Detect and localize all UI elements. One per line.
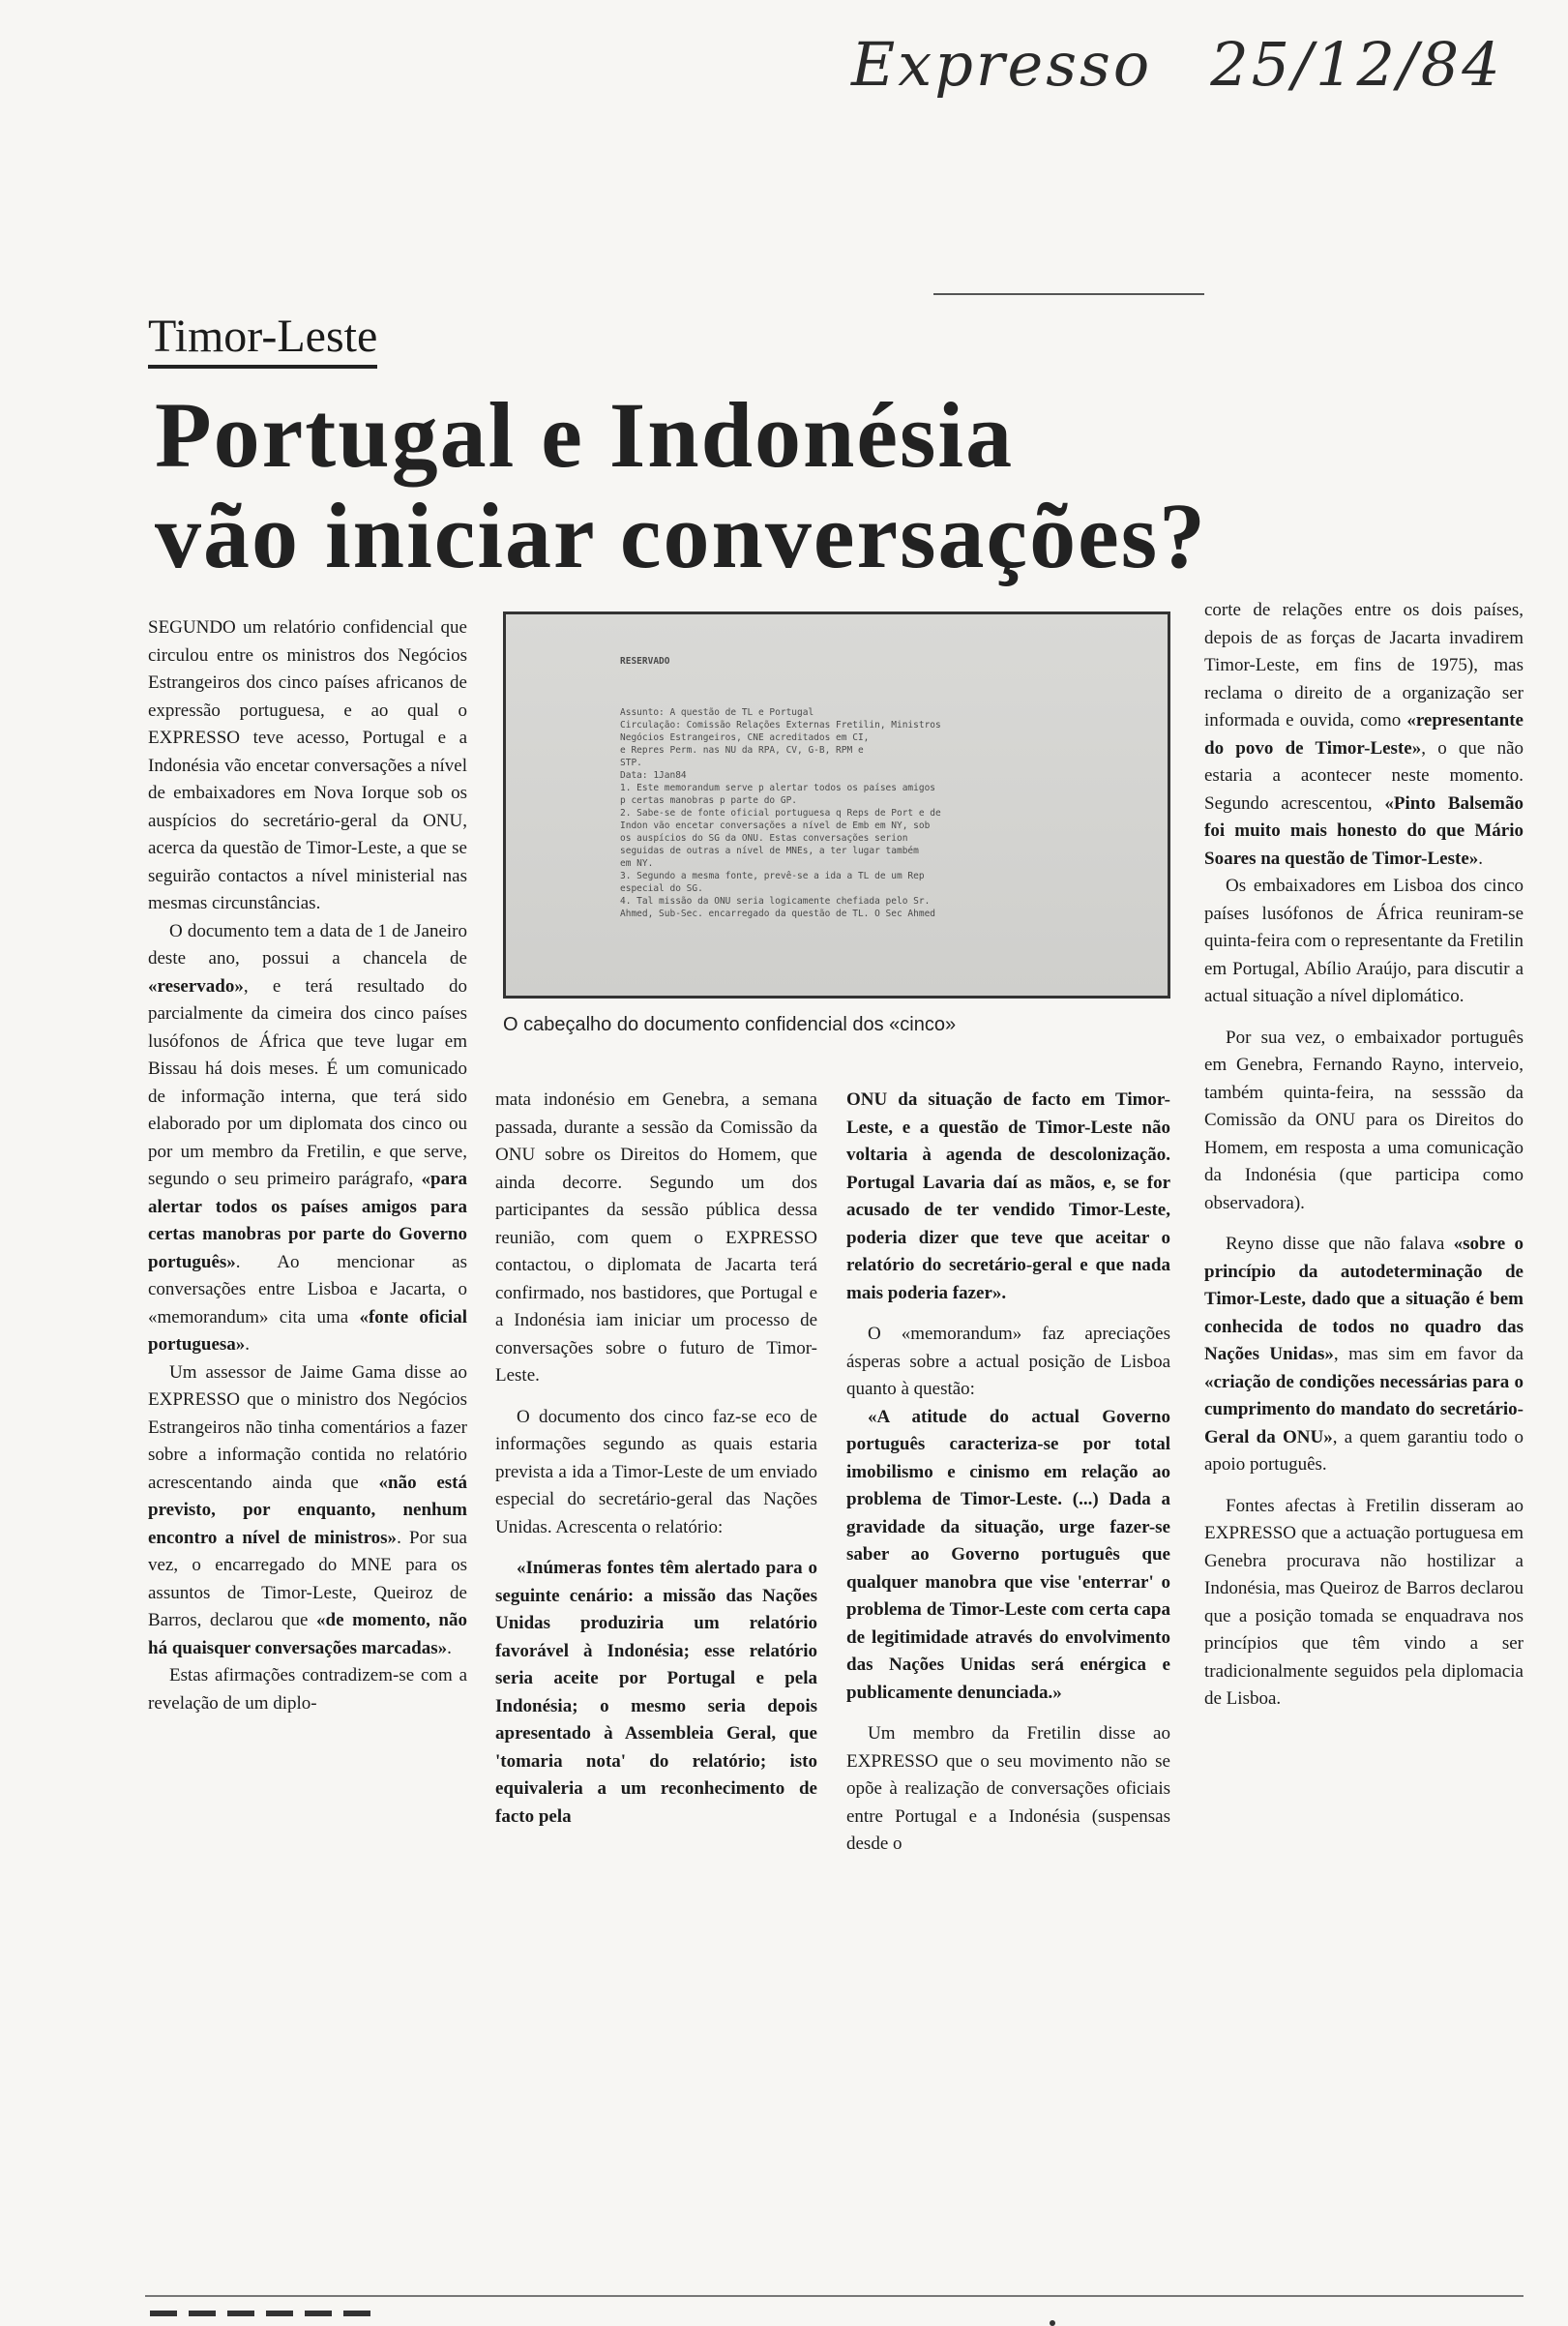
photo-line: STP. (620, 758, 642, 768)
photo-line: Indon vão encetar conversações a nível de Emb em NY, sob (620, 820, 931, 831)
paragraph: O documento dos cinco faz-se eco de informações segundo as quais estaria prevista a ida a Timor-Leste de um enviado especial do secretário-geral das Nações Unidas. Acrescenta o relatório: (495, 1406, 817, 1537)
paragraph: Os embaixadores em Lisboa dos cinco países lusófonos de África reuniram-se quinta-feira com o representante da Fretilin em Portugal, Abílio Araújo, para discutir a actual situação a nível diplomático. (1204, 876, 1524, 1006)
photo-line: e Repres Perm. nas NU da RPA, CV, G-B, RPM e (620, 745, 864, 756)
article-headline (155, 385, 1238, 585)
photo-caption: O cabeçalho do documento confidencial dos «cinco» (503, 1014, 957, 1035)
photo-line: seguidas de outras a nível de MNEs, a ter lugar também (620, 846, 919, 856)
paragraph: mata indonésio em Genebra, a semana passada, durante a sessão da Comissão da ONU sobre os Direitos do Homem, que ainda decorre. Segundo um dos participantes da sessão pública dessa reunião, com quem o EXPRESSO contactou, o diplomata de Jacarta terá confirmado, nos bastidores, que Portugal e a Indonésia iam iniciar um processo de conversações sobre o futuro de Timor-Leste. (495, 1089, 817, 1386)
photo-line: Ahmed, Sub-Sec. encarregado da questão de TL. O Sec Ahmed (620, 909, 936, 919)
handwritten-publication: Expresso (851, 29, 1153, 100)
paragraph: Por sua vez, o embaixador português em Genebra, Fernando Rayno, interveio, também quinta-feira, na sesssão da Comissão da ONU para os Direitos do Homem, em resposta a uma comunicação da Indonésia (que participa como observadora). (1204, 1027, 1524, 1213)
bottom-dot (1050, 2320, 1055, 2326)
article-column-1 (148, 614, 467, 1717)
photo-line: em NY. (620, 858, 654, 869)
handwritten-date: 25/12/84 (1210, 29, 1503, 100)
paragraph: ONU da situação de facto em Timor-Leste, e a questão de Timor-Leste não voltaria à agenda de descolonização. Portugal Lavaria daí as mãos, e, se for acusado de ter vendido Timor-Leste, poderia dizer que teve que aceitar o relatório do secretário-geral e que nada mais poderia fazer». (846, 1089, 1170, 1303)
top-rule (933, 293, 1204, 295)
photo-line: p certas manobras p parte do GP. (620, 795, 798, 806)
headline-line-1: Portugal e Indonésia (155, 383, 1015, 487)
photo-line: os auspícios do SG da ONU. Estas conversações serion (620, 833, 908, 844)
bottom-decoration (150, 2311, 372, 2316)
article-column-4 (1204, 597, 1524, 1714)
photo-line: Data: 1Jan84 (620, 770, 687, 781)
photo-line: 1. Este memorandum serve p alertar todos os países amigos (620, 783, 936, 793)
paragraph: Fontes afectas à Fretilin disseram ao EXPRESSO que a actuação portuguesa em Genebra procurava não hostilizar a Indonésia, mas Queiroz de Barros declarou que a posição tomada se enquadrava nos princípios que têm vindo a ser tradicionalmente seguidos pela diplomacia de Lisboa. (1204, 1495, 1524, 1709)
paragraph: Estas afirmações contradizem-se com a revelação de um diplo- (148, 1665, 467, 1714)
photo-line: Assunto: A questão de TL e Portugal (620, 707, 814, 718)
bottom-rule (145, 2295, 1524, 2297)
photo-classification: RESERVADO (620, 656, 670, 667)
paragraph: Um assessor de Jaime Gama disse ao EXPRESSO que o ministro dos Negócios Estrangeiros não tinha comentários a fazer sobre a informação contida no relatório acrescentando ainda que «não está previsto, por enquanto, nenhum encontro a nível de ministros». Por sua vez, o encarregado do MNE para os assuntos de Timor-Leste, Queiroz de Barros, declarou que «de momento, não há quaisquer conversações marcadas». (148, 1361, 467, 1658)
paragraph: «A atitude do actual Governo português caracteriza-se por total imobilismo e cinismo em relação ao problema de Timor-Leste. (...) Dada a gravidade da situação, urge fazer-se saber ao Governo português que qualquer manobra que vise 'enterrar' o problema de Timor-Leste com certa capa de legitimidade através do envolvimento das Nações Unidas será enérgica e publicamente denunciada.» (846, 1406, 1170, 1703)
photo-line: Circulação: Comissão Relações Externas Fretilin, Ministros (620, 720, 941, 731)
paragraph: corte de relações entre os dois países, depois de as forças de Jacarta invadirem Timor-Leste, em fins de 1975), mas reclama o direito de a organização ser informada e ouvida, como «representante do povo de Timor-Leste», o que não estaria a acontecer neste momento. Segundo acrescentou, «Pinto Balsemão foi muito mais honesto do que Mário Soares na questão de Timor-Leste». (1204, 600, 1524, 869)
paragraph: O «memorandum» faz apreciações ásperas sobre a actual posição de Lisboa quanto à questão: (846, 1324, 1170, 1399)
photo-line: 2. Sabe-se de fonte oficial portuguesa q Reps de Port e de (620, 808, 941, 819)
photo-line: Negócios Estrangeiros, CNE acreditados em CI, (620, 732, 870, 743)
photo-line: 3. Segundo a mesma fonte, prevê-se a ida a TL de um Rep (620, 871, 925, 881)
document-photo (503, 611, 1170, 999)
photo-line: especial do SG. (620, 883, 703, 894)
paragraph: Reyno disse que não falava «sobre o princípio da autodeterminação de Timor-Leste, dado que a situação é bem conhecida de todos no quadro das Nações Unidas», mas sim em favor da «criação de condições necessárias para o cumprimento do mandato do secretário-Geral da ONU», a quem garantiu todo o apoio português. (1204, 1234, 1524, 1475)
photo-document-text (620, 655, 1113, 920)
article-column-2 (495, 1087, 817, 1831)
paragraph: O documento tem a data de 1 de Janeiro deste ano, possui a chancela de «reservado», e terá resultado do parcialmente da cimeira dos cinco países lusófonos de África que teve lugar em Bissau há dois meses. É um comunicado de informação interna, que terá sido elaborado por um diplomata dos cinco ou por um membro da Fretilin, e que serve, segundo o seu primeiro parágrafo, «para alertar todos os países amigos para certas manobras por parte do Governo português». Ao mencionar as conversações entre Lisboa e Jacarta, o «memorandum» cita uma «fonte oficial portuguesa». (148, 920, 467, 1355)
headline-line-2: vão iniciar conversações? (155, 483, 1208, 587)
paragraph: SEGUNDO um relatório confidencial que circulou entre os ministros dos Negócios Estrangeiros dos cinco países africanos de expressão portuguesa, e ao qual o EXPRESSO teve acesso, Portugal e a Indonésia vão encetar conversações a nível de embaixadores em Nova Iorque sob os auspícios do secretário-geral da ONU, acerca da questão de Timor-Leste, a que se seguirão contactos a nível ministerial nas mesmas circunstâncias. (148, 617, 467, 913)
handwritten-annotation (851, 29, 1561, 100)
photo-line: 4. Tal missão da ONU seria logicamente chefiada pelo Sr. (620, 896, 931, 907)
article-column-3 (846, 1087, 1170, 1859)
article-kicker: Timor-Leste (148, 312, 377, 369)
paragraph: «Inúmeras fontes têm alertado para o seguinte cenário: a missão das Nações Unidas produziria um relatório favorável à Indonésia; esse relatório seria aceite por Portugal e pela Indonésia; o mesmo seria depois apresentado à Assembleia Geral, que 'tomaria nota' do relatório; isto equivaleria a um reconhecimento de facto pela (495, 1558, 817, 1827)
paragraph: Um membro da Fretilin disse ao EXPRESSO que o seu movimento não se opõe à realização de conversações oficiais entre Portugal e a Indonésia (suspensas desde o (846, 1723, 1170, 1854)
